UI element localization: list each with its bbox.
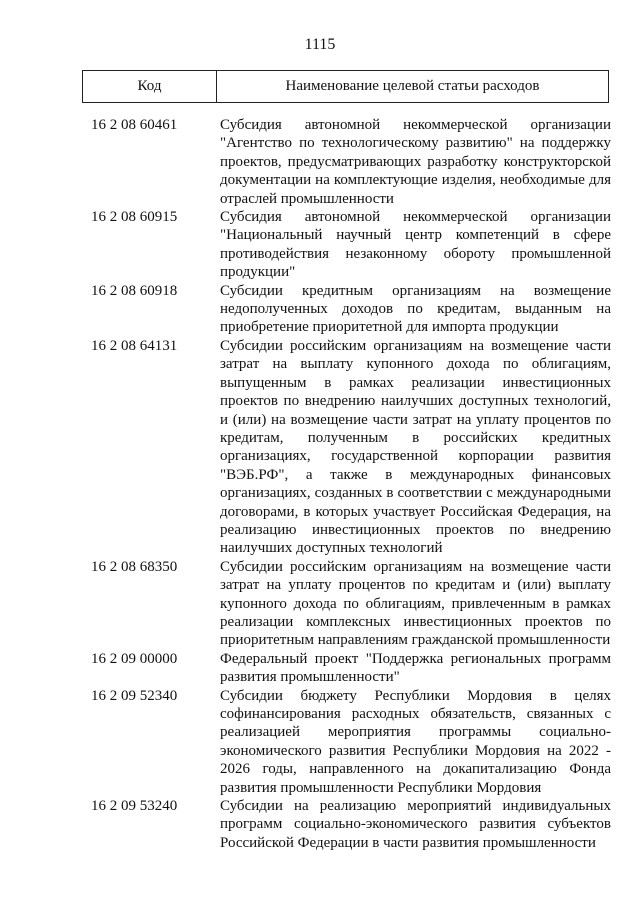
row-description: Субсидии российским организациям на возмещение части затрат на выплату купонного дохода по облигациям, выпущенным в рамках реализации инвестиционных проектов по внедрению наилучших доступных технологий, и (или) на возмещение части затрат на уплату процентов по кредитам, полученным в российских кредитных организациях, государственной корпорации развития "ВЭБ.РФ", а также в международных финансовых организациях, созданных в соответствии с международными договорами, в которых участвует Российская Федерация, на реализацию инвестиционных проектов по внедрению наилучших доступных технологий [220, 337, 611, 557]
row-code: 16 2 08 60461 [91, 117, 178, 133]
row-description: Субсидия автономной некоммерческой организации "Национальный научный центр компетенций в сфере противодействия незаконному обороту промышленной продукции" [220, 209, 611, 281]
table-row [0, 797, 640, 852]
row-description: Субсидии российским организациям на возмещение части затрат на уплату процентов по кредитам и (или) выплату купонного дохода по облигациям, привлеченным в рамках реализации комплексных инвестиционных проектов по приоритетным направлениям гражданской промышленности [220, 558, 611, 649]
table-row [0, 558, 640, 650]
column-header-code: Код [83, 71, 217, 102]
row-description: Субсидии на реализацию мероприятий индивидуальных программ социально-экономического развития субъектов Российской Федерации в части развития промышленности [220, 798, 611, 851]
row-code: 16 2 09 00000 [91, 650, 178, 667]
table-row [0, 282, 640, 337]
row-code: 16 2 09 52340 [91, 687, 178, 704]
row-code: 16 2 08 64131 [91, 337, 178, 354]
table-row [0, 650, 640, 687]
table-row [0, 687, 640, 797]
row-description: Федеральный проект "Поддержка региональных программ развития промышленности" [220, 650, 611, 686]
page-number: 1115 [304, 36, 336, 53]
table-row [0, 337, 640, 558]
row-description: Субсидии бюджету Республики Мордовия в целях софинансирования расходных обязательств, связанных с реализацией мероприятия программы социально-экономического развития Республики Мордовия на 2022 - 2026 годы, направленного на докапитализацию Фонда развития промышленности Республики Мордовия [220, 687, 611, 796]
row-code: 16 2 09 53240 [91, 798, 178, 815]
table-body [0, 116, 640, 852]
table-row [0, 208, 640, 282]
row-description: Субсидия автономной некоммерческой организации "Агентство по технологическому развитию" на поддержку проектов, предусматривающих разработку конструкторской документации на комплектующие изделия, необходимые для отраслей промышленности [220, 117, 611, 207]
table-row [0, 116, 640, 208]
column-header-name: Наименование целевой статьи расходов [285, 78, 540, 94]
row-code: 16 2 08 68350 [91, 558, 178, 575]
row-code: 16 2 08 60918 [91, 282, 178, 299]
row-description: Субсидии кредитным организациям на возмещение недополученных доходов по кредитам, выданным на приобретение приоритетной для импорта продукции [220, 282, 611, 336]
row-code: 16 2 08 60915 [91, 209, 178, 226]
table-header [82, 70, 609, 103]
